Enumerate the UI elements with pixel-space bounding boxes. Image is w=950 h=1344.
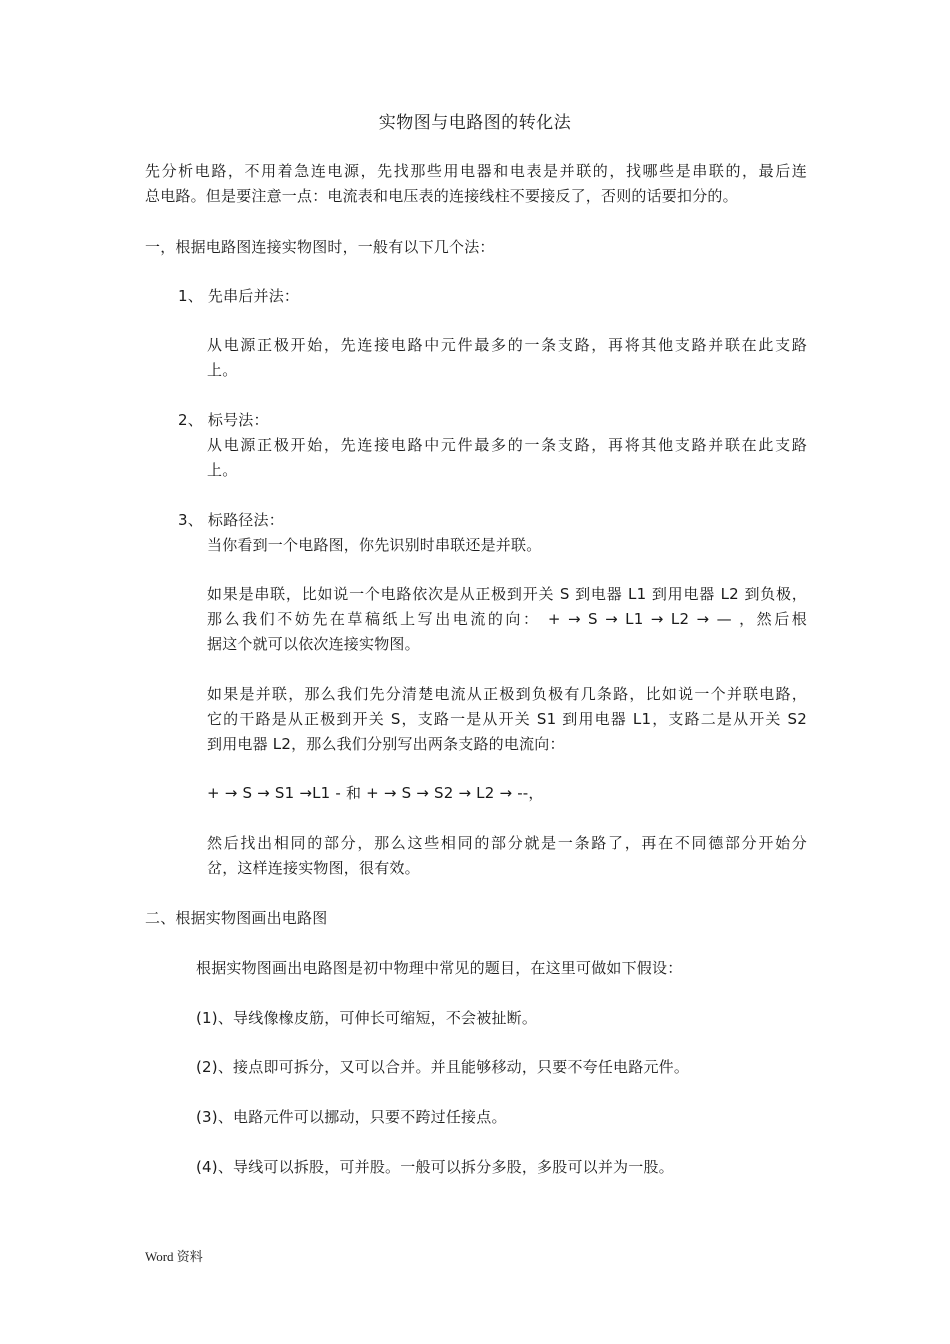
section2-heading: 二、根据实物图画出电路图 bbox=[145, 909, 328, 927]
parallel-line-2: 它的干路是从正极到开关 S，支路一是从开关 S1 到用电器 L1，支路二是从开关 S2 bbox=[207, 710, 807, 728]
method2-line-1: 从电源正极开始，先连接电路中元件最多的一条支路，再将其他支路并联在此支路 bbox=[207, 436, 807, 454]
section1-heading: 一，根据电路图连接实物图时，一般有以下几个法： bbox=[145, 238, 495, 256]
current-flow-line: + → S → S1 →L1 - 和 + → S → S2 → L2 → --， bbox=[207, 784, 544, 802]
series-line-1: 如果是串联，比如说一个电路依次是从正极到开关 S 到电器 L1 到用电器 L2 到负极， bbox=[207, 585, 807, 603]
method1-line-2: 上。 bbox=[207, 361, 238, 379]
method3-label: 3、 标路径法： bbox=[178, 511, 284, 529]
method3-line-0: 当你看到一个电路图，你先识别时串联还是并联。 bbox=[207, 536, 542, 554]
assumption-item-2: (2)、接点即可拆分，又可以合并。并且能够移动，只要不夸任电路元件。 bbox=[196, 1058, 690, 1076]
series-line-3: 据这个就可以依次连接实物图。 bbox=[207, 635, 420, 653]
page-footer: Word 资料 bbox=[145, 1249, 203, 1264]
section2-intro: 根据实物图画出电路图是初中物理中常见的题目，在这里可做如下假设： bbox=[196, 959, 683, 977]
assumption-item-4: (4)、导线可以拆股，可并股。一般可以拆分多股，多股可以并为一股。 bbox=[196, 1158, 674, 1176]
series-line-2: 那么我们不妨先在草稿纸上写出电流的向： + → S → L1 → L2 → — ，然后根 bbox=[207, 610, 807, 628]
method1-label: 1、 先串后并法： bbox=[178, 287, 300, 305]
assumption-item-3: (3)、电路元件可以挪动，只要不跨过任接点。 bbox=[196, 1108, 507, 1126]
method2-label: 2、 标号法： bbox=[178, 411, 269, 429]
method2-line-2: 上。 bbox=[207, 461, 238, 479]
document-title: 实物图与电路图的转化法 bbox=[378, 113, 572, 133]
intro-line-1: 先分析电路，不用着急连电源，先找那些用电器和电表是并联的，找哪些是串联的，最后连 bbox=[145, 162, 807, 180]
parallel-line-3: 到用电器 L2，那么我们分别写出两条支路的电流向： bbox=[207, 735, 565, 753]
final-line-1: 然后找出相同的部分，那么这些相同的部分就是一条路了，再在不同德部分开始分 bbox=[207, 834, 807, 852]
method1-line-1: 从电源正极开始，先连接电路中元件最多的一条支路，再将其他支路并联在此支路 bbox=[207, 336, 807, 354]
intro-line-2: 总电路。但是要注意一点：电流表和电压表的连接线柱不要接反了，否则的话要扣分的。 bbox=[145, 187, 738, 205]
parallel-line-1: 如果是并联，那么我们先分清楚电流从正极到负极有几条路，比如说一个并联电路， bbox=[207, 685, 807, 703]
assumption-item-1: (1)、导线像橡皮筋，可伸长可缩短，不会被扯断。 bbox=[196, 1009, 538, 1027]
final-line-2: 岔，这样连接实物图，很有效。 bbox=[207, 859, 420, 877]
